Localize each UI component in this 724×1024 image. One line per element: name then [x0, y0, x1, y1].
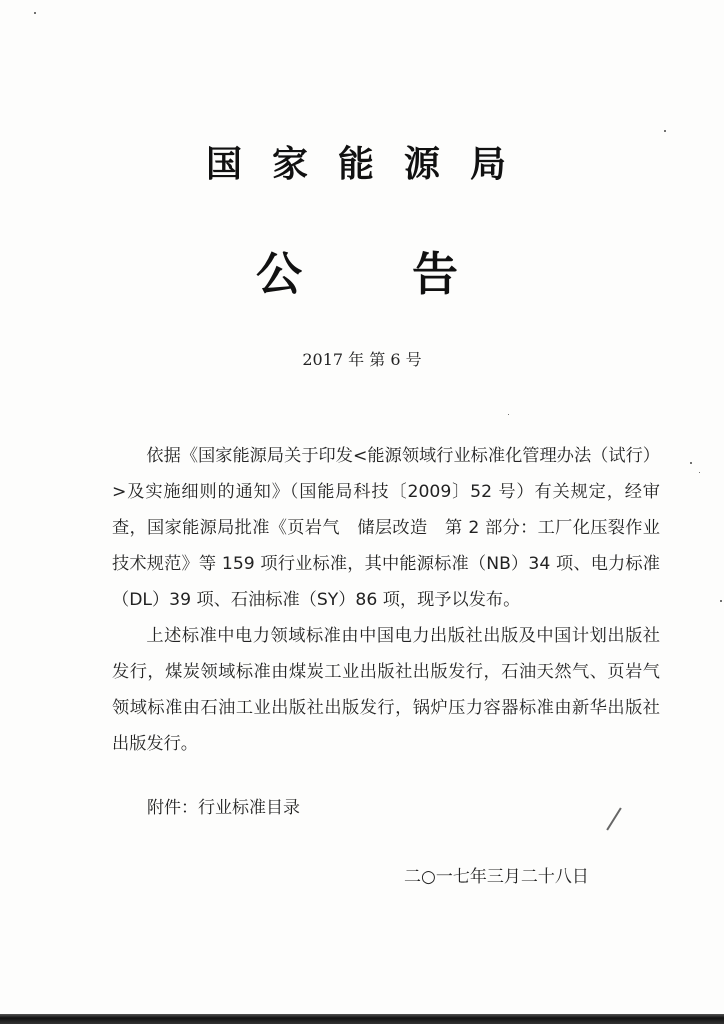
scan-speck: [508, 414, 509, 415]
pen-mark: [606, 807, 621, 830]
issuing-agency-title: 国家能源局: [205, 143, 536, 185]
body-paragraph-1: 依据《国家能源局关于印发<能源领域行业标准化管理办法（试行）>及实施细则的通知》（国能局科技〔2009〕52 号）有关规定，经审查，国家能源局批准《页岩气 储层改造 第 2 部分：工厂化压裂作业技术规范》等 159 项行业标准，其中能源标准（NB）34 项、电力标准（DL）39 项、石油标准（SY）86 项，现予以发布。: [112, 446, 660, 610]
scan-speck: [34, 12, 36, 14]
issue-date: 二○一七年三月二十八日: [404, 867, 589, 887]
document-number: 2017 年 第 6 号: [302, 350, 422, 369]
scan-speck: [664, 130, 666, 132]
scan-edge-bar: [0, 1014, 724, 1024]
body-paragraph-2: 上述标准中电力领域标准由中国电力出版社出版及中国计划出版社发行，煤炭领域标准由煤炭工业出版社出版发行，石油天然气、页岩气领域标准由石油工业出版社出版发行，锅炉压力容器标准由新华出版社出版发行。: [112, 626, 660, 754]
document-type-title: 公告: [256, 247, 568, 301]
scan-speck: [699, 472, 700, 473]
scan-speck: [720, 600, 722, 602]
attachment-note: 附件：行业标准目录: [147, 798, 300, 818]
announcement-body: [112, 438, 660, 762]
scan-speck: [690, 462, 692, 464]
